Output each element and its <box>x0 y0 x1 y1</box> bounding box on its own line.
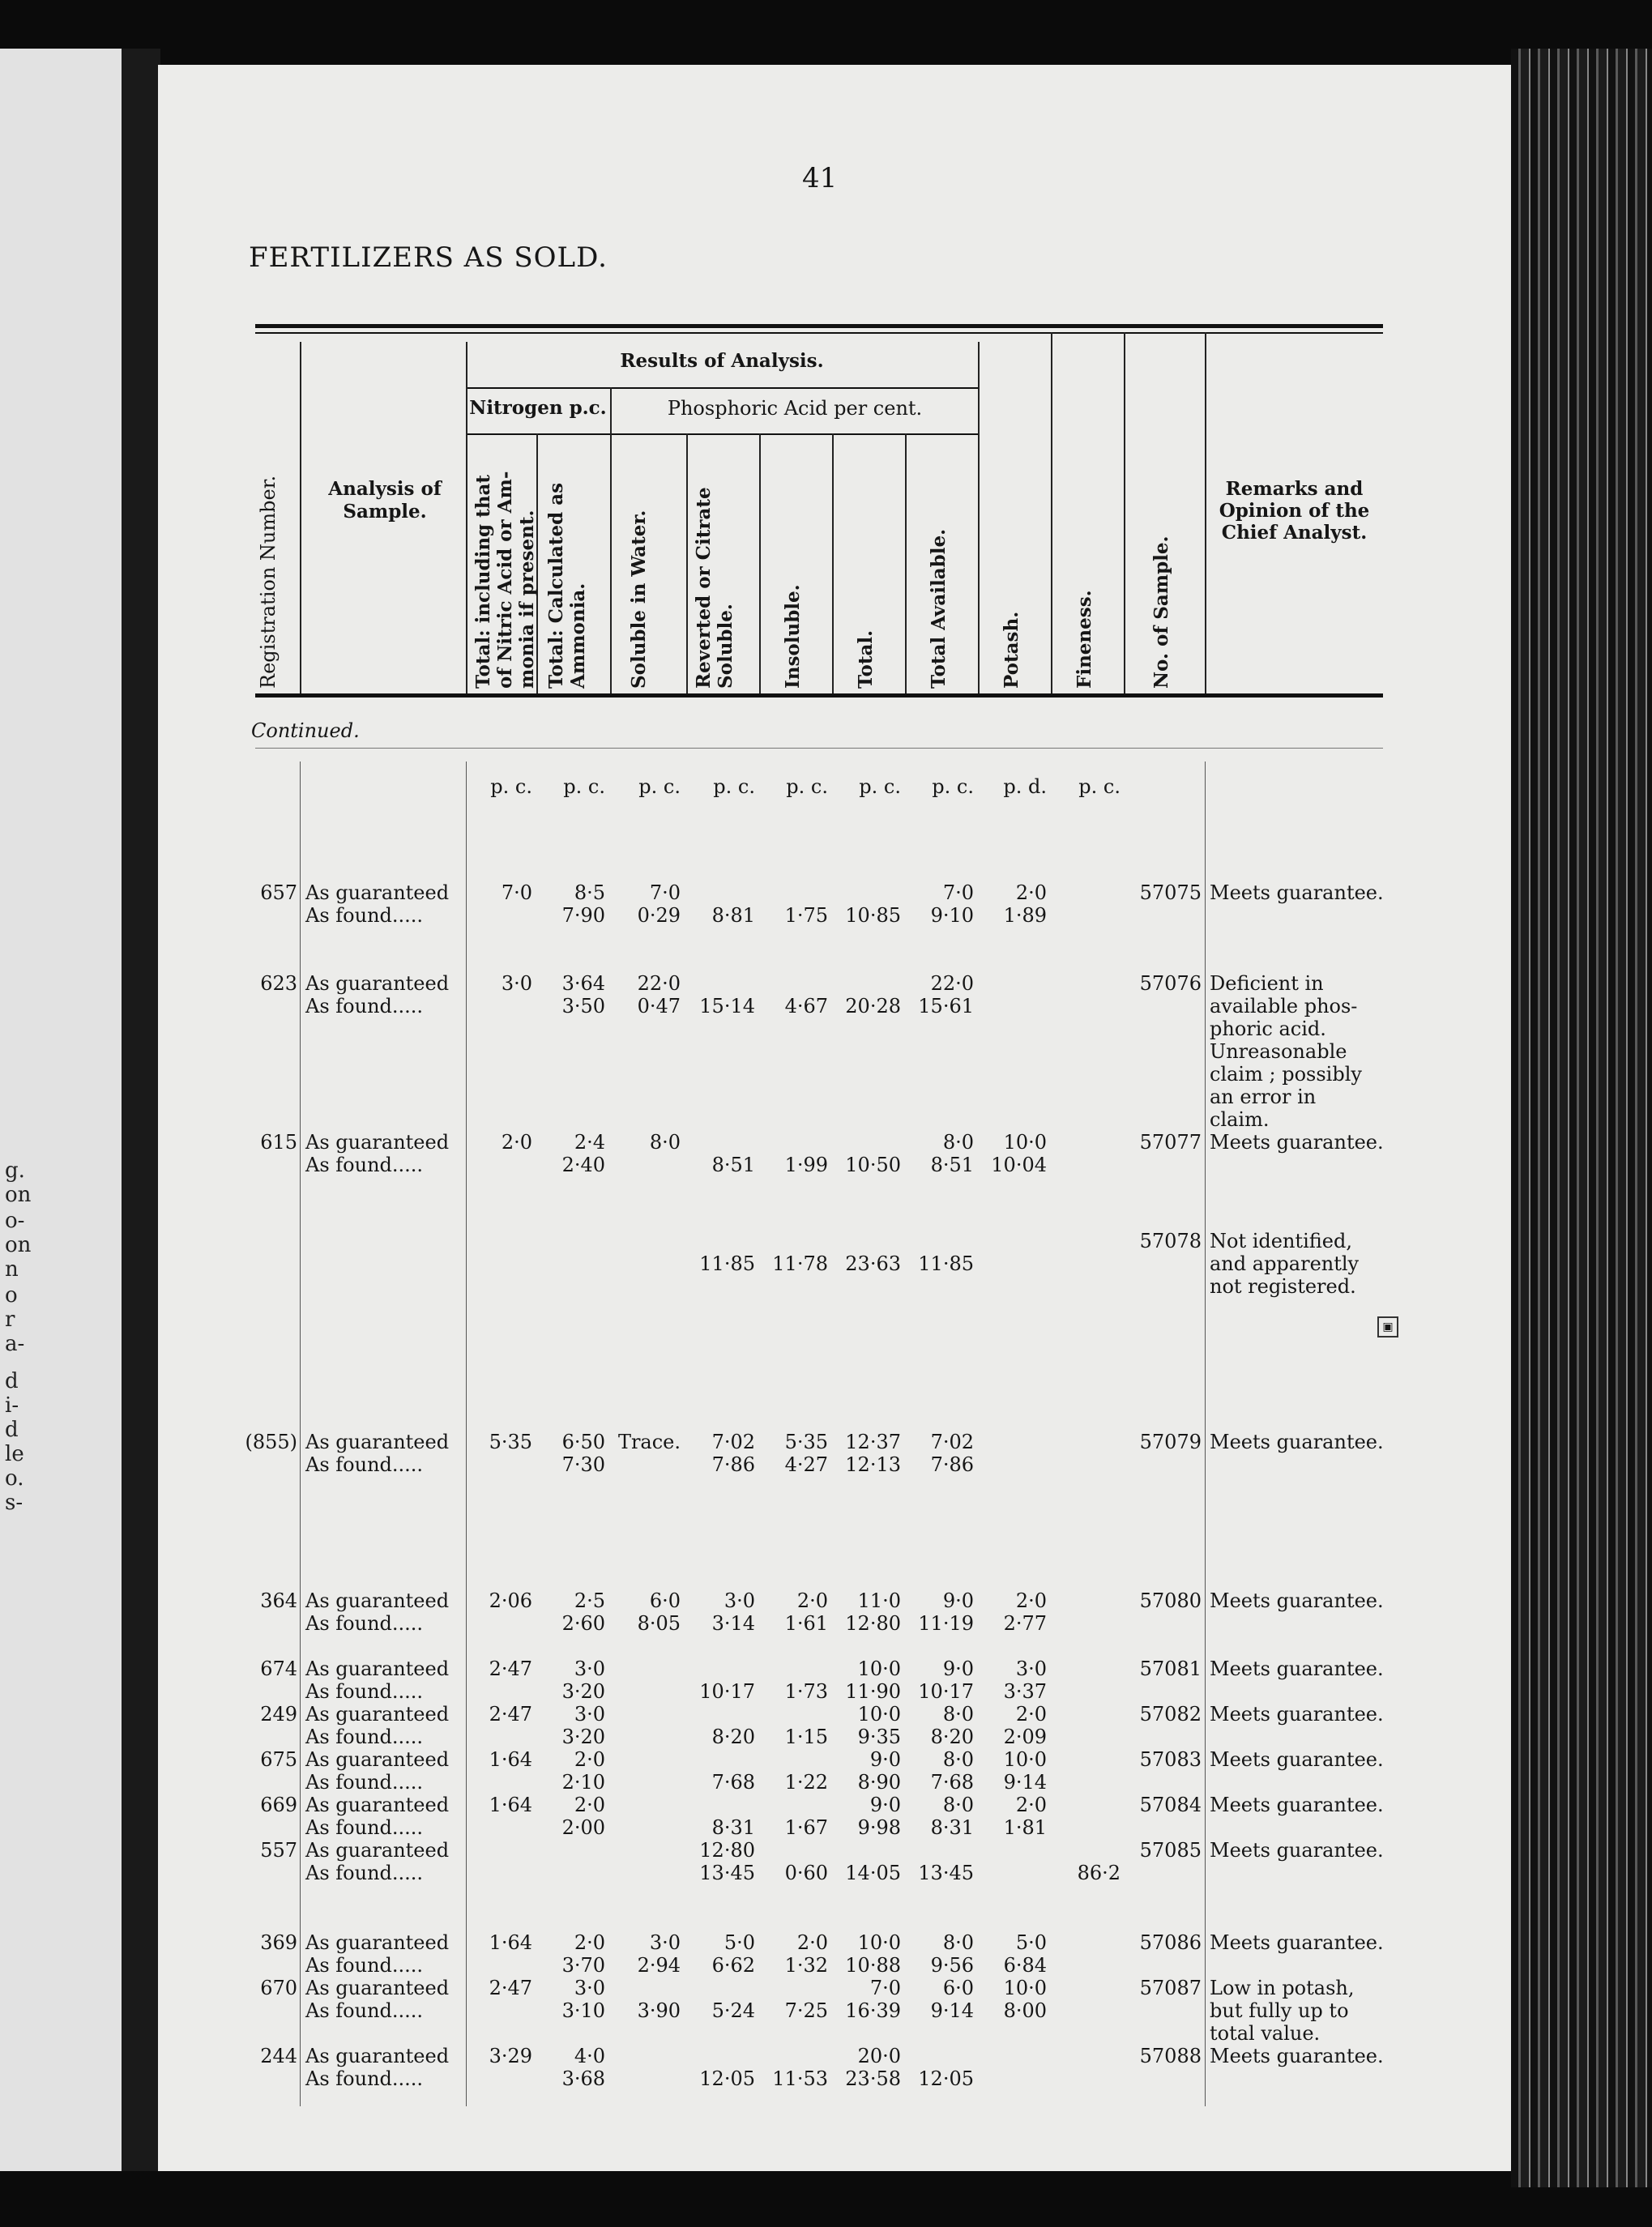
unit-label: p. c. <box>563 775 605 798</box>
value-cell: 3·14 <box>711 1612 755 1635</box>
col-rule <box>1205 332 1206 693</box>
sample-number-header: No. of Sample. <box>1150 535 1172 689</box>
value-cell: 11·53 <box>772 2067 828 2090</box>
soluble-header: Soluble in Water. <box>628 510 650 689</box>
value-cell: 2·94 <box>637 1954 681 1977</box>
as-guaranteed-label: As guaranteed <box>305 1748 450 1771</box>
value-cell: 3·20 <box>561 1680 605 1703</box>
value-cell: 9·0 <box>942 1589 974 1612</box>
sample-number: 57084 <box>1139 1794 1202 1816</box>
header-top-rule-thin <box>255 332 1383 334</box>
value-cell: 16·39 <box>845 1999 901 2022</box>
value-cell: 3·0 <box>574 1703 605 1726</box>
value-cell: 12·80 <box>845 1612 901 1635</box>
reverted-header: Reverted or Citrate Soluble. <box>693 487 736 689</box>
value-cell: 1·22 <box>784 1771 828 1794</box>
value-cell: 13·45 <box>918 1862 974 1884</box>
value-cell: 3·0 <box>649 1931 681 1954</box>
as-guaranteed-label: As guaranteed <box>305 1431 450 1453</box>
remark: Meets guarantee. <box>1210 1431 1384 1453</box>
group-subrule <box>466 433 978 435</box>
value-cell: 1·64 <box>489 1748 532 1771</box>
value-cell: 2·0 <box>1015 1589 1047 1612</box>
value-cell: 4·0 <box>574 2045 605 2067</box>
value-cell: 0·60 <box>784 1862 828 1884</box>
left-page-text-fragment: on <box>5 1233 32 1257</box>
remark: Meets guarantee. <box>1210 1931 1384 1954</box>
remark: Meets guarantee. <box>1210 881 1384 904</box>
value-cell: 9·0 <box>942 1657 974 1680</box>
insoluble-header: Insoluble. <box>782 584 804 689</box>
value-cell: 12·13 <box>845 1453 901 1476</box>
value-cell: 10·0 <box>857 1931 901 1954</box>
col-rule <box>466 342 467 693</box>
ammonia-header: Total: Calculated as Ammonia. <box>545 482 589 689</box>
printer-mark-icon: ▣ <box>1377 1316 1398 1337</box>
value-cell: 9·56 <box>930 1954 974 1977</box>
value-cell: 11·85 <box>918 1252 974 1275</box>
document-page <box>158 65 1511 2171</box>
registration-number: 657 <box>260 881 297 904</box>
value-cell: 9·0 <box>869 1794 901 1816</box>
total-available-header: Total Available. <box>928 528 950 689</box>
left-page-edge <box>0 49 134 2171</box>
value-cell: 11·78 <box>772 1252 828 1275</box>
as-guaranteed-label: As guaranteed <box>305 1839 450 1862</box>
as-guaranteed-label: As guaranteed <box>305 881 450 904</box>
value-cell: 8·0 <box>942 1748 974 1771</box>
value-cell: 1·73 <box>784 1680 828 1703</box>
registration-number: 669 <box>260 1794 297 1816</box>
sample-number: 57076 <box>1139 972 1202 995</box>
remark: Deficient in available phos- phoric acid. Unreasonable claim ; possibly an error in claim. <box>1210 972 1362 1131</box>
value-cell: 8·05 <box>637 1612 681 1635</box>
left-page-text-fragment: le <box>5 1442 24 1466</box>
total-header: Total. <box>855 629 877 689</box>
left-page-text-fragment: r <box>5 1308 15 1332</box>
results-subrule <box>466 387 978 389</box>
left-page-text-fragment: i- <box>5 1393 19 1418</box>
registration-number: 615 <box>260 1131 297 1154</box>
header-top-rule <box>255 324 1383 328</box>
unit-label: p. c. <box>638 775 681 798</box>
value-cell: 8·51 <box>930 1154 974 1176</box>
value-cell: 9·98 <box>857 1816 901 1839</box>
col-rule <box>1051 332 1052 693</box>
as-found-label: As found..... <box>305 1816 424 1839</box>
left-page-text-fragment: on <box>5 1183 32 1207</box>
value-cell: 4·67 <box>784 995 828 1018</box>
potash-header: Potash. <box>1001 611 1022 689</box>
value-cell: 2·4 <box>574 1131 605 1154</box>
value-cell: 2·40 <box>561 1154 605 1176</box>
value-cell: 10·17 <box>918 1680 974 1703</box>
left-page-text-fragment: o. <box>5 1466 24 1491</box>
value-cell: 15·61 <box>918 995 974 1018</box>
value-cell: 1·64 <box>489 1794 532 1816</box>
as-found-label: As found..... <box>305 2067 424 2090</box>
value-cell: 3·10 <box>561 1999 605 2022</box>
analysis-header: Analysis of Sample. <box>328 478 442 523</box>
body-col-rule <box>1205 762 1206 2106</box>
registration-number: 369 <box>260 1931 297 1954</box>
value-cell: 5·0 <box>1015 1931 1047 1954</box>
as-found-label: As found..... <box>305 1862 424 1884</box>
value-cell: 3·68 <box>561 2067 605 2090</box>
unit-label: p. c. <box>859 775 901 798</box>
value-cell: 6·84 <box>1003 1954 1047 1977</box>
unit-label: p. c. <box>1078 775 1121 798</box>
value-cell: 0·29 <box>637 904 681 927</box>
value-cell: 11·19 <box>918 1612 974 1635</box>
remark: Meets guarantee. <box>1210 1657 1384 1680</box>
value-cell: 7·86 <box>711 1453 755 1476</box>
as-found-label: As found..... <box>305 1726 424 1748</box>
value-cell: 8·5 <box>574 881 605 904</box>
unit-label: p. c. <box>490 775 532 798</box>
as-found-label: As found..... <box>305 995 424 1018</box>
value-cell: 2·0 <box>1015 881 1047 904</box>
total-nitrogen-header: Total: including that of Nitric Acid or Am- monia if present. <box>472 471 538 689</box>
value-cell: 6·62 <box>711 1954 755 1977</box>
left-page-text-fragment: d <box>5 1369 19 1393</box>
value-cell: 2·10 <box>561 1771 605 1794</box>
value-cell: 10·17 <box>699 1680 755 1703</box>
as-guaranteed-label: As guaranteed <box>305 1131 450 1154</box>
value-cell: 2·77 <box>1003 1612 1047 1635</box>
as-found-label: As found..... <box>305 1612 424 1635</box>
value-cell: 10·04 <box>991 1154 1047 1176</box>
value-cell: 8·31 <box>930 1816 974 1839</box>
as-guaranteed-label: As guaranteed <box>305 1977 450 1999</box>
value-cell: 10·0 <box>1003 1748 1047 1771</box>
left-page-text-fragment: a- <box>5 1332 25 1356</box>
unit-label: p. c. <box>713 775 755 798</box>
registration-number: 557 <box>260 1839 297 1862</box>
page-number: 41 <box>802 162 838 194</box>
left-page-text-fragment: d <box>5 1418 19 1442</box>
remark: Low in potash, but fully up to total value. <box>1210 1977 1355 2045</box>
as-guaranteed-label: As guaranteed <box>305 1931 450 1954</box>
page-title: FERTILIZERS AS SOLD. <box>249 241 608 274</box>
value-cell: 2·0 <box>796 1589 828 1612</box>
value-cell: 10·88 <box>845 1954 901 1977</box>
value-cell: 2·0 <box>574 1794 605 1816</box>
value-cell: 7·02 <box>930 1431 974 1453</box>
sample-number: 57081 <box>1139 1657 1202 1680</box>
col-rule <box>1124 332 1125 693</box>
phosphoric-group-header: Phosphoric Acid per cent. <box>667 397 923 420</box>
body-col-rule <box>300 762 301 2106</box>
remark: Meets guarantee. <box>1210 2045 1384 2067</box>
value-cell: 1·15 <box>784 1726 828 1748</box>
value-cell: 0·47 <box>637 995 681 1018</box>
value-cell: 10·85 <box>845 904 901 927</box>
value-cell: 7·68 <box>711 1771 755 1794</box>
registration-number: 675 <box>260 1748 297 1771</box>
value-cell: 15·14 <box>699 995 755 1018</box>
value-cell: 7·02 <box>711 1431 755 1453</box>
remarks-header: Remarks and Opinion of the Chief Analyst. <box>1219 478 1370 544</box>
remark: Not identified, and apparently not registered. <box>1210 1230 1360 1298</box>
value-cell: 7·30 <box>561 1453 605 1476</box>
value-cell: 2·0 <box>574 1748 605 1771</box>
registration-number: (855) <box>245 1431 297 1453</box>
registration-number: 623 <box>260 972 297 995</box>
value-cell: 2·0 <box>1015 1794 1047 1816</box>
col-rule <box>610 387 612 693</box>
as-found-label: As found..... <box>305 1453 424 1476</box>
col-rule <box>832 433 834 693</box>
value-cell: 2·5 <box>574 1589 605 1612</box>
continued-rule <box>255 748 1383 749</box>
left-page-text-fragment: s- <box>5 1491 23 1515</box>
value-cell: 10·0 <box>1003 1977 1047 1999</box>
value-cell: 1·32 <box>784 1954 828 1977</box>
value-cell: 8·90 <box>857 1771 901 1794</box>
value-cell: 2·47 <box>489 1703 532 1726</box>
remark: Meets guarantee. <box>1210 1703 1384 1726</box>
left-page-text-fragment: o- <box>5 1209 25 1233</box>
left-page-text-fragment: o <box>5 1283 18 1308</box>
sample-number: 57082 <box>1139 1703 1202 1726</box>
value-cell: 10·50 <box>845 1154 901 1176</box>
value-cell: 9·0 <box>869 1748 901 1771</box>
value-cell: 9·35 <box>857 1726 901 1748</box>
value-cell: 1·64 <box>489 1931 532 1954</box>
sample-number: 57077 <box>1139 1131 1202 1154</box>
value-cell: 3·0 <box>574 1977 605 1999</box>
microfilm-edge <box>1511 49 1652 2187</box>
left-page-text-fragment: n <box>5 1257 19 1282</box>
as-guaranteed-label: As guaranteed <box>305 972 450 995</box>
as-found-label: As found..... <box>305 1999 424 2022</box>
value-cell: 3·0 <box>574 1657 605 1680</box>
value-cell: 7·68 <box>930 1771 974 1794</box>
value-cell: 8·0 <box>942 1131 974 1154</box>
col-rule <box>978 342 980 693</box>
value-cell: 3·37 <box>1003 1680 1047 1703</box>
value-cell: 3·0 <box>724 1589 755 1612</box>
value-cell: 6·50 <box>561 1431 605 1453</box>
value-cell: 9·10 <box>930 904 974 927</box>
value-cell: 8·00 <box>1003 1999 1047 2022</box>
value-cell: 9·14 <box>930 1999 974 2022</box>
as-guaranteed-label: As guaranteed <box>305 1703 450 1726</box>
continued-label: Continued. <box>251 719 360 742</box>
value-cell: 3·90 <box>637 1999 681 2022</box>
sample-number: 57079 <box>1139 1431 1202 1453</box>
value-cell: 23·63 <box>845 1252 901 1275</box>
value-cell: 2·47 <box>489 1657 532 1680</box>
value-cell: 86·2 <box>1077 1862 1121 1884</box>
value-cell: 8·0 <box>942 1703 974 1726</box>
remark: Meets guarantee. <box>1210 1748 1384 1771</box>
value-cell: 1·75 <box>784 904 828 927</box>
value-cell: 14·05 <box>845 1862 901 1884</box>
col-rule <box>905 433 907 693</box>
unit-label: p. c. <box>786 775 828 798</box>
value-cell: 12·37 <box>845 1431 901 1453</box>
value-cell: 5·0 <box>724 1931 755 1954</box>
value-cell: 7·25 <box>784 1999 828 2022</box>
value-cell: 23·58 <box>845 2067 901 2090</box>
value-cell: 2·60 <box>561 1612 605 1635</box>
sample-number: 57083 <box>1139 1748 1202 1771</box>
sample-number: 57087 <box>1139 1977 1202 1999</box>
registration-number: 364 <box>260 1589 297 1612</box>
left-page-shadow <box>122 49 160 2171</box>
value-cell: 8·31 <box>711 1816 755 1839</box>
unit-label: p. d. <box>1003 775 1047 798</box>
as-found-label: As found..... <box>305 1680 424 1703</box>
remark: Meets guarantee. <box>1210 1794 1384 1816</box>
as-found-label: As found..... <box>305 1954 424 1977</box>
value-cell: 4·27 <box>784 1453 828 1476</box>
value-cell: Trace. <box>617 1431 681 1453</box>
value-cell: 12·05 <box>918 2067 974 2090</box>
remark: Meets guarantee. <box>1210 1589 1384 1612</box>
registration-number: 670 <box>260 1977 297 1999</box>
value-cell: 7·86 <box>930 1453 974 1476</box>
value-cell: 11·0 <box>857 1589 901 1612</box>
value-cell: 2·09 <box>1003 1726 1047 1748</box>
value-cell: 12·05 <box>699 2067 755 2090</box>
value-cell: 10·0 <box>1003 1131 1047 1154</box>
col-rule <box>686 433 688 693</box>
value-cell: 8·81 <box>711 904 755 927</box>
value-cell: 1·99 <box>784 1154 828 1176</box>
value-cell: 6·0 <box>649 1589 681 1612</box>
value-cell: 7·90 <box>561 904 605 927</box>
value-cell: 12·80 <box>699 1839 755 1862</box>
value-cell: 8·0 <box>942 1794 974 1816</box>
value-cell: 2·47 <box>489 1977 532 1999</box>
unit-label: p. c. <box>932 775 974 798</box>
value-cell: 5·35 <box>784 1431 828 1453</box>
remark: Meets guarantee. <box>1210 1839 1384 1862</box>
sample-number: 57075 <box>1139 881 1202 904</box>
value-cell: 20·28 <box>845 995 901 1018</box>
as-guaranteed-label: As guaranteed <box>305 2045 450 2067</box>
value-cell: 5·35 <box>489 1431 532 1453</box>
as-found-label: As found..... <box>305 1154 424 1176</box>
col-rule <box>759 433 761 693</box>
value-cell: 10·0 <box>857 1703 901 1726</box>
left-page-text-fragment: g. <box>5 1158 25 1183</box>
value-cell: 13·45 <box>699 1862 755 1884</box>
value-cell: 2·0 <box>574 1931 605 1954</box>
sample-number: 57078 <box>1139 1230 1202 1252</box>
value-cell: 7·0 <box>942 881 974 904</box>
as-guaranteed-label: As guaranteed <box>305 1589 450 1612</box>
as-found-label: As found..... <box>305 1771 424 1794</box>
value-cell: 2·06 <box>489 1589 532 1612</box>
value-cell: 2·0 <box>501 1131 532 1154</box>
value-cell: 7·0 <box>649 881 681 904</box>
value-cell: 9·14 <box>1003 1771 1047 1794</box>
value-cell: 3·70 <box>561 1954 605 1977</box>
value-cell: 8·0 <box>649 1131 681 1154</box>
value-cell: 11·85 <box>699 1252 755 1275</box>
value-cell: 7·0 <box>869 1977 901 1999</box>
value-cell: 20·0 <box>857 2045 901 2067</box>
results-header: Results of Analysis. <box>620 350 824 372</box>
value-cell: 1·81 <box>1003 1816 1047 1839</box>
value-cell: 3·0 <box>1015 1657 1047 1680</box>
registration-number: 244 <box>260 2045 297 2067</box>
registration-number-header: Registration Number. <box>257 475 280 689</box>
value-cell: 8·20 <box>711 1726 755 1748</box>
sample-number: 57085 <box>1139 1839 1202 1862</box>
registration-number: 674 <box>260 1657 297 1680</box>
value-cell: 7·0 <box>501 881 532 904</box>
col-rule <box>300 342 301 693</box>
sample-number: 57080 <box>1139 1589 1202 1612</box>
value-cell: 6·0 <box>942 1977 974 1999</box>
value-cell: 3·20 <box>561 1726 605 1748</box>
sample-number: 57088 <box>1139 2045 1202 2067</box>
value-cell: 1·61 <box>784 1612 828 1635</box>
value-cell: 10·0 <box>857 1657 901 1680</box>
value-cell: 22·0 <box>930 972 974 995</box>
value-cell: 1·89 <box>1003 904 1047 927</box>
value-cell: 3·29 <box>489 2045 532 2067</box>
remark: Meets guarantee. <box>1210 1131 1384 1154</box>
nitrogen-group-header: Nitrogen p.c. <box>469 397 607 419</box>
value-cell: 3·50 <box>561 995 605 1018</box>
value-cell: 8·0 <box>942 1931 974 1954</box>
value-cell: 3·64 <box>561 972 605 995</box>
value-cell: 11·90 <box>845 1680 901 1703</box>
value-cell: 8·51 <box>711 1154 755 1176</box>
value-cell: 1·67 <box>784 1816 828 1839</box>
as-guaranteed-label: As guaranteed <box>305 1794 450 1816</box>
header-bottom-rule <box>255 693 1383 698</box>
value-cell: 5·24 <box>711 1999 755 2022</box>
value-cell: 2·00 <box>561 1816 605 1839</box>
registration-number: 249 <box>260 1703 297 1726</box>
sample-number: 57086 <box>1139 1931 1202 1954</box>
as-found-label: As found..... <box>305 904 424 927</box>
value-cell: 3·0 <box>501 972 532 995</box>
value-cell: 2·0 <box>796 1931 828 1954</box>
value-cell: 8·20 <box>930 1726 974 1748</box>
value-cell: 2·0 <box>1015 1703 1047 1726</box>
value-cell: 22·0 <box>637 972 681 995</box>
fineness-header: Fineness. <box>1074 590 1095 689</box>
as-guaranteed-label: As guaranteed <box>305 1657 450 1680</box>
